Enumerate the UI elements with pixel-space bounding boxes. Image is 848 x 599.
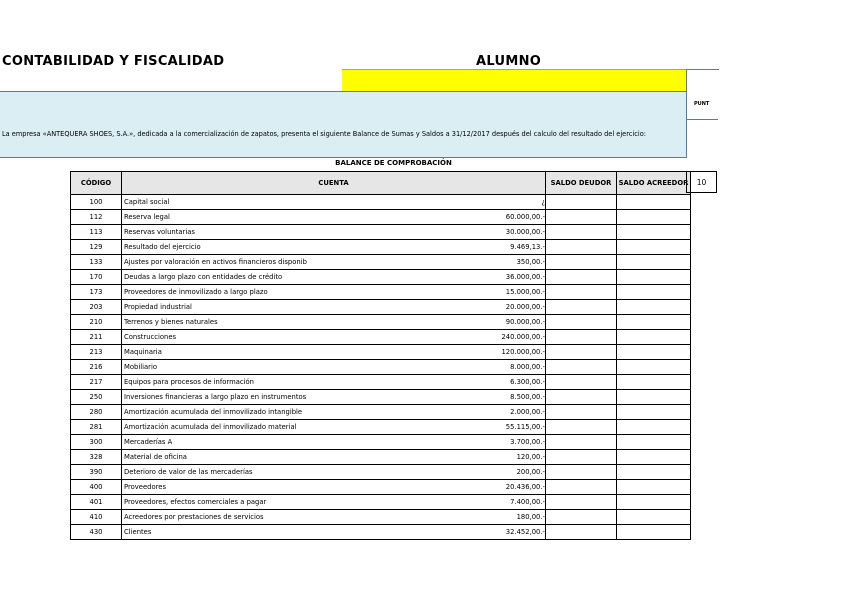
account-name: Inversiones financieras a largo plazo en instrumentos [122, 390, 442, 405]
table-row [71, 270, 691, 285]
ledger-body [71, 195, 691, 540]
account-name: Construcciones [122, 330, 442, 345]
account-name: Equipos para procesos de información [122, 375, 442, 390]
account-code: 300 [71, 435, 122, 450]
debit-balance-input[interactable] [546, 390, 617, 405]
student-name-input[interactable] [342, 69, 686, 92]
name-side-cell [686, 69, 719, 92]
account-code: 112 [71, 210, 122, 225]
credit-balance-input[interactable] [617, 210, 691, 225]
account-code: 133 [71, 255, 122, 270]
account-amount: 7.400,00.- [441, 495, 546, 510]
credit-balance-input[interactable] [617, 330, 691, 345]
account-amount: 30.000,00.- [441, 225, 546, 240]
points-label: PUNT [694, 101, 710, 107]
debit-balance-input[interactable] [546, 300, 617, 315]
credit-balance-input[interactable] [617, 345, 691, 360]
debit-balance-input[interactable] [546, 240, 617, 255]
account-amount: 20.436,00.- [441, 480, 546, 495]
credit-balance-input[interactable] [617, 510, 691, 525]
balance-title: BALANCE DE COMPROBACIÓN [335, 159, 452, 167]
account-code: 281 [71, 420, 122, 435]
credit-balance-input[interactable] [617, 300, 691, 315]
account-amount: 120,00.- [441, 450, 546, 465]
statement-text: La empresa «ANTEQUERA SHOES, S.A.», dedicada a la comercialización de zapatos, presenta el siguiente Balance de Sumas y Saldos a 31/12/2017 después del calculo del resultado del ejercicio: [2, 130, 646, 138]
table-row [71, 360, 691, 375]
account-code: 210 [71, 315, 122, 330]
table-row [71, 405, 691, 420]
table-row [71, 525, 691, 540]
credit-balance-input[interactable] [617, 240, 691, 255]
table-row [71, 480, 691, 495]
account-amount: 15.000,00.- [441, 285, 546, 300]
credit-balance-input[interactable] [617, 465, 691, 480]
debit-balance-input[interactable] [546, 405, 617, 420]
account-amount: 2.000,00.- [441, 405, 546, 420]
account-amount: 20.000,00.- [441, 300, 546, 315]
account-name: Proveedores de inmovilizado a largo plazo [122, 285, 442, 300]
statement-box [0, 120, 687, 158]
account-name: Capital social [122, 195, 442, 210]
account-amount: 180,00.- [441, 510, 546, 525]
account-amount: 120.000,00.- [441, 345, 546, 360]
table-row [71, 390, 691, 405]
table-row [71, 495, 691, 510]
debit-header: SALDO DEUDOR [546, 172, 617, 195]
credit-balance-input[interactable] [617, 450, 691, 465]
table-row [71, 435, 691, 450]
debit-balance-input[interactable] [546, 465, 617, 480]
table-row [71, 195, 691, 210]
table-row [71, 300, 691, 315]
account-name: Propiedad industrial [122, 300, 442, 315]
account-name: Resultado del ejercicio [122, 240, 442, 255]
account-code: 213 [71, 345, 122, 360]
debit-balance-input[interactable] [546, 375, 617, 390]
account-amount: 240.000,00.- [441, 330, 546, 345]
credit-balance-input[interactable] [617, 480, 691, 495]
header-band [0, 91, 687, 121]
table-row [71, 225, 691, 240]
account-name: Deterioro de valor de las mercaderías [122, 465, 442, 480]
account-name: Maquinaria [122, 345, 442, 360]
table-row [71, 240, 691, 255]
debit-balance-input[interactable] [546, 495, 617, 510]
account-name: Reserva legal [122, 210, 442, 225]
account-amount: 8.500,00.- [441, 390, 546, 405]
table-row [71, 330, 691, 345]
account-amount: 3.700,00.- [441, 435, 546, 450]
credit-balance-input[interactable] [617, 315, 691, 330]
table-row [71, 465, 691, 480]
credit-balance-input[interactable] [617, 195, 691, 210]
debit-balance-input[interactable] [546, 450, 617, 465]
account-name: Deudas a largo plazo con entidades de crédito [122, 270, 442, 285]
account-code: 113 [71, 225, 122, 240]
account-amount: 36.000,00.- [441, 270, 546, 285]
credit-balance-input[interactable] [617, 420, 691, 435]
account-amount: ¿ [441, 195, 546, 210]
table-row [71, 450, 691, 465]
credit-balance-input[interactable] [617, 360, 691, 375]
account-amount: 8.000,00.- [441, 360, 546, 375]
account-amount: 9.469,13.- [441, 240, 546, 255]
account-header: CUENTA [122, 172, 546, 195]
credit-balance-input[interactable] [617, 405, 691, 420]
ledger-header-row [71, 172, 691, 195]
debit-balance-input[interactable] [546, 255, 617, 270]
credit-balance-input[interactable] [617, 255, 691, 270]
debit-balance-input[interactable] [546, 510, 617, 525]
credit-header: SALDO ACREEDOR [617, 172, 691, 195]
account-amount: 6.300,00.- [441, 375, 546, 390]
credit-balance-input[interactable] [617, 270, 691, 285]
credit-balance-input[interactable] [617, 435, 691, 450]
account-name: Amortización acumulada del inmovilizado material [122, 420, 442, 435]
account-code: 390 [71, 465, 122, 480]
account-name: Clientes [122, 525, 442, 540]
account-code: 280 [71, 405, 122, 420]
account-code: 250 [71, 390, 122, 405]
credit-balance-input[interactable] [617, 225, 691, 240]
debit-balance-input[interactable] [546, 435, 617, 450]
credit-balance-input[interactable] [617, 390, 691, 405]
debit-balance-input[interactable] [546, 210, 617, 225]
account-code: 400 [71, 480, 122, 495]
debit-balance-input[interactable] [546, 360, 617, 375]
account-code: 203 [71, 300, 122, 315]
account-name: Terrenos y bienes naturales [122, 315, 442, 330]
account-code: 170 [71, 270, 122, 285]
account-code: 430 [71, 525, 122, 540]
account-code: 129 [71, 240, 122, 255]
account-code: 328 [71, 450, 122, 465]
debit-balance-input[interactable] [546, 315, 617, 330]
code-header: CÓDIGO [71, 172, 122, 195]
points-value: 10 [686, 171, 717, 193]
table-row [71, 345, 691, 360]
points-divider [686, 119, 718, 120]
account-name: Amortización acumulada del inmovilizado intangible [122, 405, 442, 420]
account-name: Reservas voluntarias [122, 225, 442, 240]
table-row [71, 210, 691, 225]
account-amount: 32.452,00.- [441, 525, 546, 540]
table-row [71, 420, 691, 435]
debit-balance-input[interactable] [546, 330, 617, 345]
credit-balance-input[interactable] [617, 525, 691, 540]
account-name: Proveedores [122, 480, 442, 495]
account-amount: 60.000,00.- [441, 210, 546, 225]
debit-balance-input[interactable] [546, 345, 617, 360]
account-amount: 55.115,00.- [441, 420, 546, 435]
debit-balance-input[interactable] [546, 270, 617, 285]
debit-balance-input[interactable] [546, 420, 617, 435]
table-row [71, 315, 691, 330]
account-name: Mercaderías A [122, 435, 442, 450]
credit-balance-input[interactable] [617, 495, 691, 510]
debit-balance-input[interactable] [546, 480, 617, 495]
credit-balance-input[interactable] [617, 285, 691, 300]
account-code: 100 [71, 195, 122, 210]
account-name: Material de oficina [122, 450, 442, 465]
ledger-table [70, 171, 691, 540]
student-label: ALUMNO [476, 54, 542, 69]
table-row [71, 285, 691, 300]
table-row [71, 510, 691, 525]
account-code: 211 [71, 330, 122, 345]
account-amount: 90.000,00.- [441, 315, 546, 330]
debit-balance-input[interactable] [546, 285, 617, 300]
debit-balance-input[interactable] [546, 225, 617, 240]
table-row [71, 375, 691, 390]
credit-balance-input[interactable] [617, 375, 691, 390]
account-name: Acreedores por prestaciones de servicios [122, 510, 442, 525]
account-code: 217 [71, 375, 122, 390]
account-code: 173 [71, 285, 122, 300]
course-title: CONTABILIDAD Y FISCALIDAD [2, 54, 225, 69]
account-code: 216 [71, 360, 122, 375]
account-code: 401 [71, 495, 122, 510]
debit-balance-input[interactable] [546, 525, 617, 540]
table-row [71, 255, 691, 270]
account-amount: 200,00.- [441, 465, 546, 480]
account-amount: 350,00.- [441, 255, 546, 270]
account-name: Ajustes por valoración en activos financieros disponib [122, 255, 442, 270]
account-name: Proveedores, efectos comerciales a pagar [122, 495, 442, 510]
account-name: Mobiliario [122, 360, 442, 375]
debit-balance-input[interactable] [546, 195, 617, 210]
account-code: 410 [71, 510, 122, 525]
